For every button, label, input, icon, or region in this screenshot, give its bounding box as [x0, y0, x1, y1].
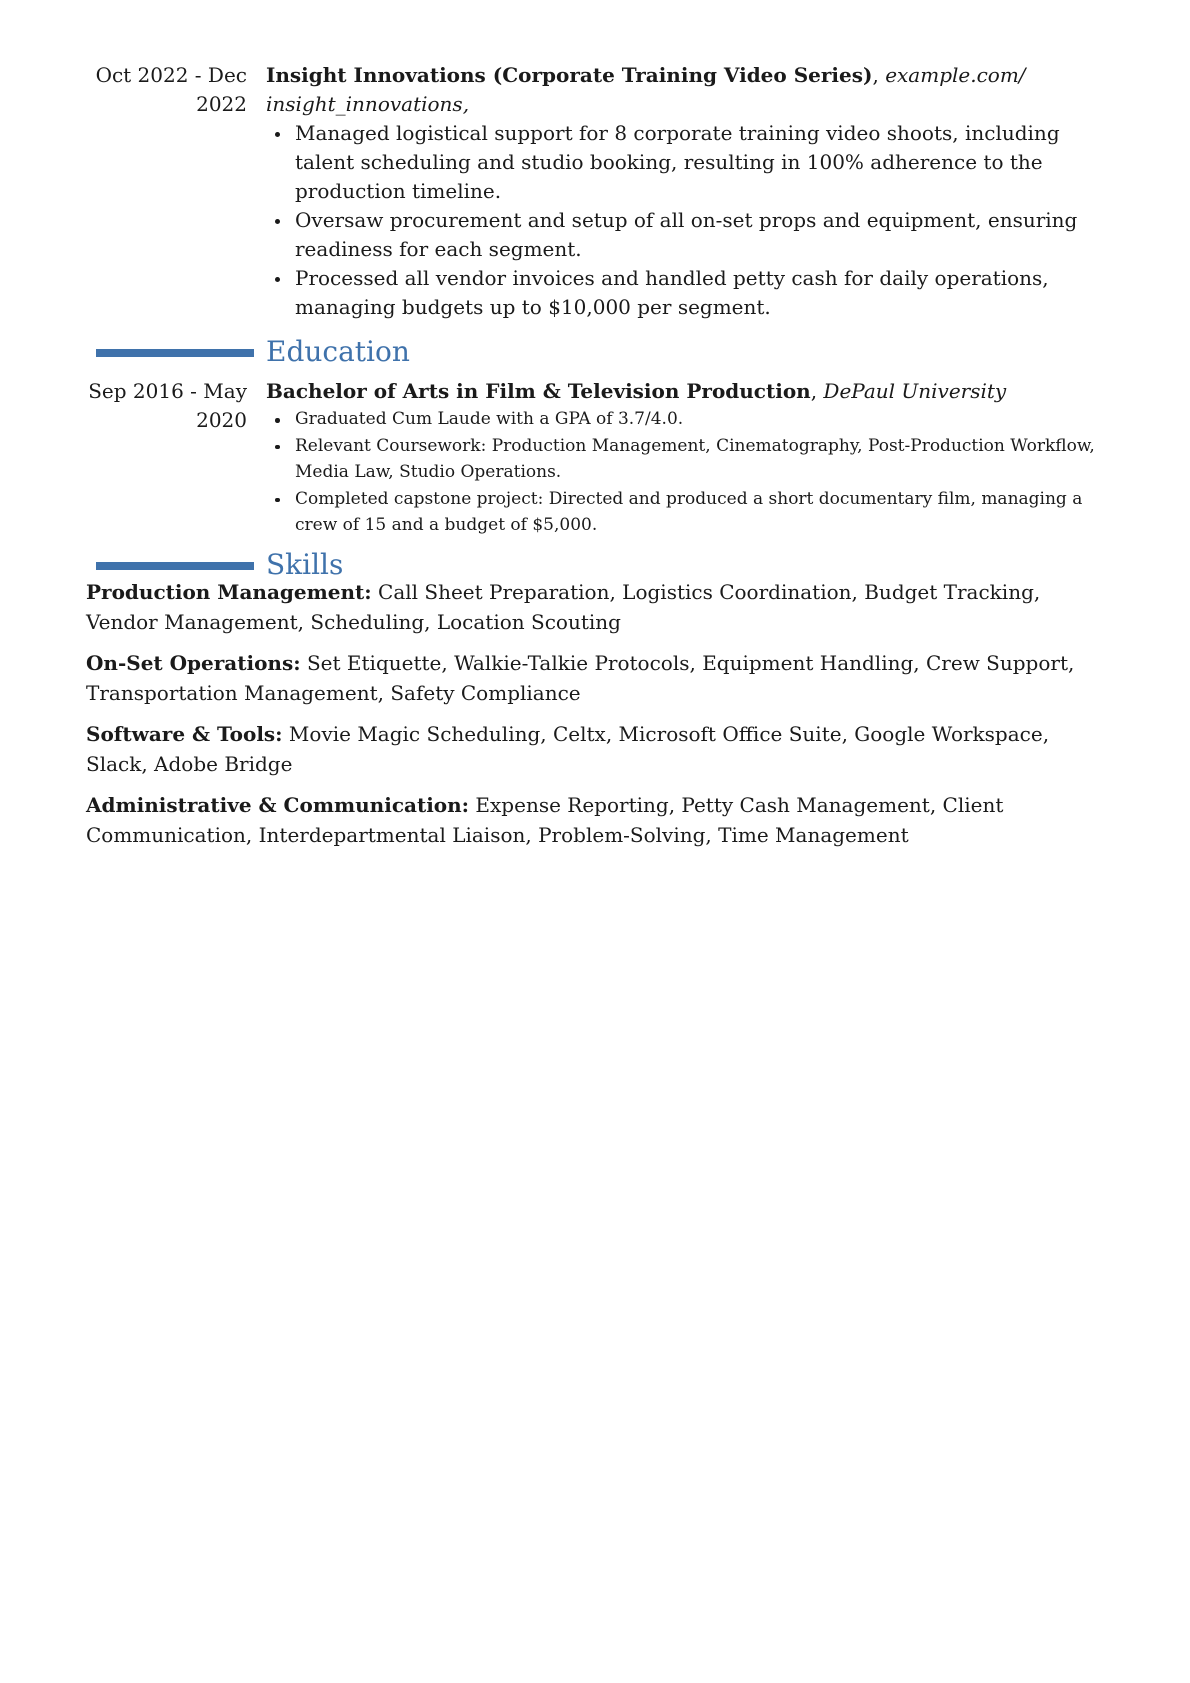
skill-value: Movie Magic Scheduling, Celtx, Microsoft Office Suite, Google Workspace, Slack, Adobe Bridge	[86, 722, 1050, 776]
experience-content	[266, 61, 1101, 322]
education-date: Sep 2016 - May 2020	[88, 379, 247, 432]
experience-bullets	[266, 119, 1101, 322]
list-item: Oversaw procurement and setup of all on-set props and equipment, ensuring readiness for each segment.	[266, 206, 1101, 264]
skill-label: Production Management:	[86, 580, 372, 604]
section-divider-bar	[96, 562, 254, 570]
skill-row	[86, 578, 1101, 637]
experience-company: Insight Innovations (Corporate Training Video Series)	[266, 63, 873, 87]
education-school: DePaul University	[823, 379, 1007, 403]
skill-label: On-Set Operations:	[86, 651, 301, 675]
experience-url[interactable]: example.com/ insight_innovations,	[266, 63, 1026, 116]
skill-label: Administrative & Communication:	[86, 793, 470, 817]
list-item: Graduated Cum Laude with a GPA of 3.7/4.0.	[266, 406, 1101, 433]
education-section-heading	[0, 334, 1190, 374]
experience-title-line: Insight Innovations (Corporate Training Video Series), example.com/ insight_innovations,	[266, 63, 1026, 116]
skill-value: Set Etiquette, Walkie-Talkie Protocols, Equipment Handling, Crew Support, Transportation Management, Safety Compliance	[86, 651, 1075, 705]
list-item: Completed capstone project: Directed and produced a short documentary film, managing a crew of 15 and a budget of $5,000.	[266, 486, 1101, 539]
skill-row	[86, 791, 1101, 850]
education-title-line: Bachelor of Arts in Film & Television Production, DePaul University	[266, 379, 1007, 403]
skill-value: Call Sheet Preparation, Logistics Coordination, Budget Tracking, Vendor Management, Scheduling, Location Scouting	[86, 580, 1041, 634]
education-degree: Bachelor of Arts in Film & Television Production	[266, 379, 811, 403]
list-item: Processed all vendor invoices and handled petty cash for daily operations, managing budgets up to $10,000 per segment.	[266, 264, 1101, 322]
list-item: Relevant Coursework: Production Management, Cinematography, Post-Production Workflow, Media Law, Studio Operations.	[266, 433, 1101, 486]
section-title: Education	[266, 335, 410, 368]
list-item: Managed logistical support for 8 corporate training video shoots, including talent scheduling and studio booking, resulting in 100% adherence to the production timeline.	[266, 119, 1101, 206]
skill-row	[86, 649, 1101, 708]
education-content	[266, 377, 1101, 539]
section-title: Skills	[266, 548, 344, 581]
experience-date: Oct 2022 - Dec 2022	[95, 63, 247, 116]
skill-row	[86, 720, 1101, 779]
skill-label: Software & Tools:	[86, 722, 283, 746]
section-divider-bar	[96, 349, 254, 357]
skills-list	[86, 578, 1101, 862]
education-bullets	[266, 406, 1101, 539]
skill-value: Expense Reporting, Petty Cash Management, Client Communication, Interdepartmental Liaison, Problem-Solving, Time Management	[86, 793, 1004, 847]
